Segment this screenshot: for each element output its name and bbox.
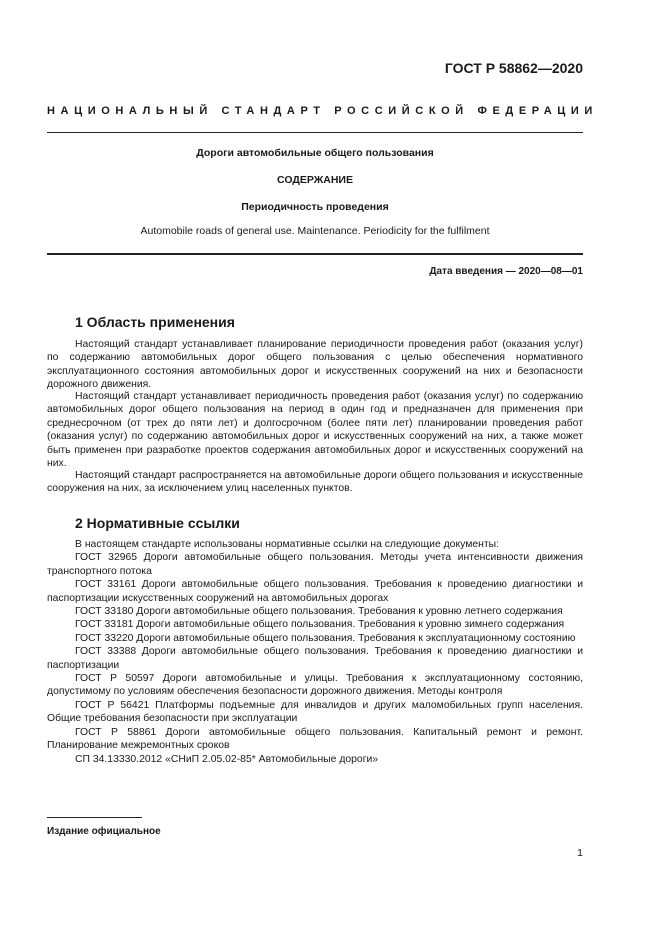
reference-item: ГОСТ 33388 Дороги автомобильные общего пользования. Требования к проведению диагностики и паспортизации <box>47 646 583 671</box>
english-title: Automobile roads of general use. Maintenance. Periodicity for the fulfilment <box>140 225 490 237</box>
reference-item: ГОСТ 33161 Дороги автомобильные общего пользования. Требования к проведению диагностики и паспортизации искусственных сооружений на автомобильных дорогах <box>47 579 583 604</box>
title-line-3: Периодичность проведения <box>241 201 389 213</box>
reference-item: ГОСТ Р 56421 Платформы подъемные для инвалидов и других маломобильных групп населения. Общие требования безопасности при эксплуатации <box>47 699 583 725</box>
title-line-2: СОДЕРЖАНИЕ <box>277 174 353 186</box>
footer-rule <box>47 817 142 818</box>
reference-item: ГОСТ 33181 Дороги автомобильные общего пользования. Требования к уровню зимнего содержания <box>75 619 565 631</box>
reference-item: ГОСТ Р 58861 Дороги автомобильные общего пользования. Капитальный ремонт и ремонт. Планирование межремонтных сроков <box>47 726 583 752</box>
normative-references <box>47 538 583 766</box>
section-1-heading: 1 Область применения <box>75 314 235 330</box>
reference-item: ГОСТ 33180 Дороги автомобильные общего пользования. Требования к уровню летнего содержания <box>75 606 563 618</box>
reference-item: СП 34.13330.2012 «СНиП 2.05.02-85* Автомобильные дороги» <box>75 753 379 765</box>
top-rule <box>47 132 583 133</box>
section-2-heading: 2 Нормативные ссылки <box>75 515 240 531</box>
section-1-paragraph: Настоящий стандарт устанавливает периодичность проведения работ (оказания услуг) по содержанию автомобильных дорог общего пользования на период в один год и предназначен для применения при среднесрочном (от трех до пяти лет) и долгосрочном (более пяти лет) планировании проведения работ (оказания услуг) по содержанию автомобильных дорог и искусственных сооружений на них, а также может быть применен при разработке проектов содержания автомобильных дорог и искусственных сооружений на них. <box>47 391 583 470</box>
title-bottom-rule <box>47 253 583 255</box>
page-number: 1 <box>577 847 583 859</box>
reference-item: ГОСТ 32965 Дороги автомобильные общего пользования. Методы учета интенсивности движения транспортного потока <box>47 552 583 577</box>
reference-item: ГОСТ 33220 Дороги автомобильные общего пользования. Требования к эксплуатационному состоянию <box>75 632 576 644</box>
references-intro: В настоящем стандарте использованы нормативные ссылки на следующие документы: <box>75 539 499 550</box>
section-1-paragraph: Настоящий стандарт распространяется на автомобильные дороги общего пользования и искусственные сооружения на них, за исключением улиц населенных пунктов. <box>47 470 583 495</box>
reference-item: ГОСТ Р 50597 Дороги автомобильные и улицы. Требования к эксплуатационному состоянию, допустимому по условиям обеспечения безопасности дорожного движения. Методы контроля <box>47 673 583 698</box>
official-edition-label: Издание официальное <box>47 826 161 837</box>
document-code: ГОСТ Р 58862—2020 <box>444 60 583 76</box>
intro-date: Дата введения — 2020—08—01 <box>429 266 583 277</box>
section-1-paragraph: Настоящий стандарт устанавливает планирование периодичности проведения работ (оказания услуг) по содержанию автомобильных дорог общего пользования с целью обеспечения нормативного эксплуатационного состояния автомобильных дорог и искусственных сооружений на них и безопасности дорожного движения. <box>47 339 583 391</box>
national-standard-banner: НАЦИОНАЛЬНЫЙ СТАНДАРТ РОССИЙСКОЙ ФЕДЕРАЦИИ <box>47 105 598 117</box>
title-line-1: Дороги автомобильные общего пользования <box>196 147 434 159</box>
